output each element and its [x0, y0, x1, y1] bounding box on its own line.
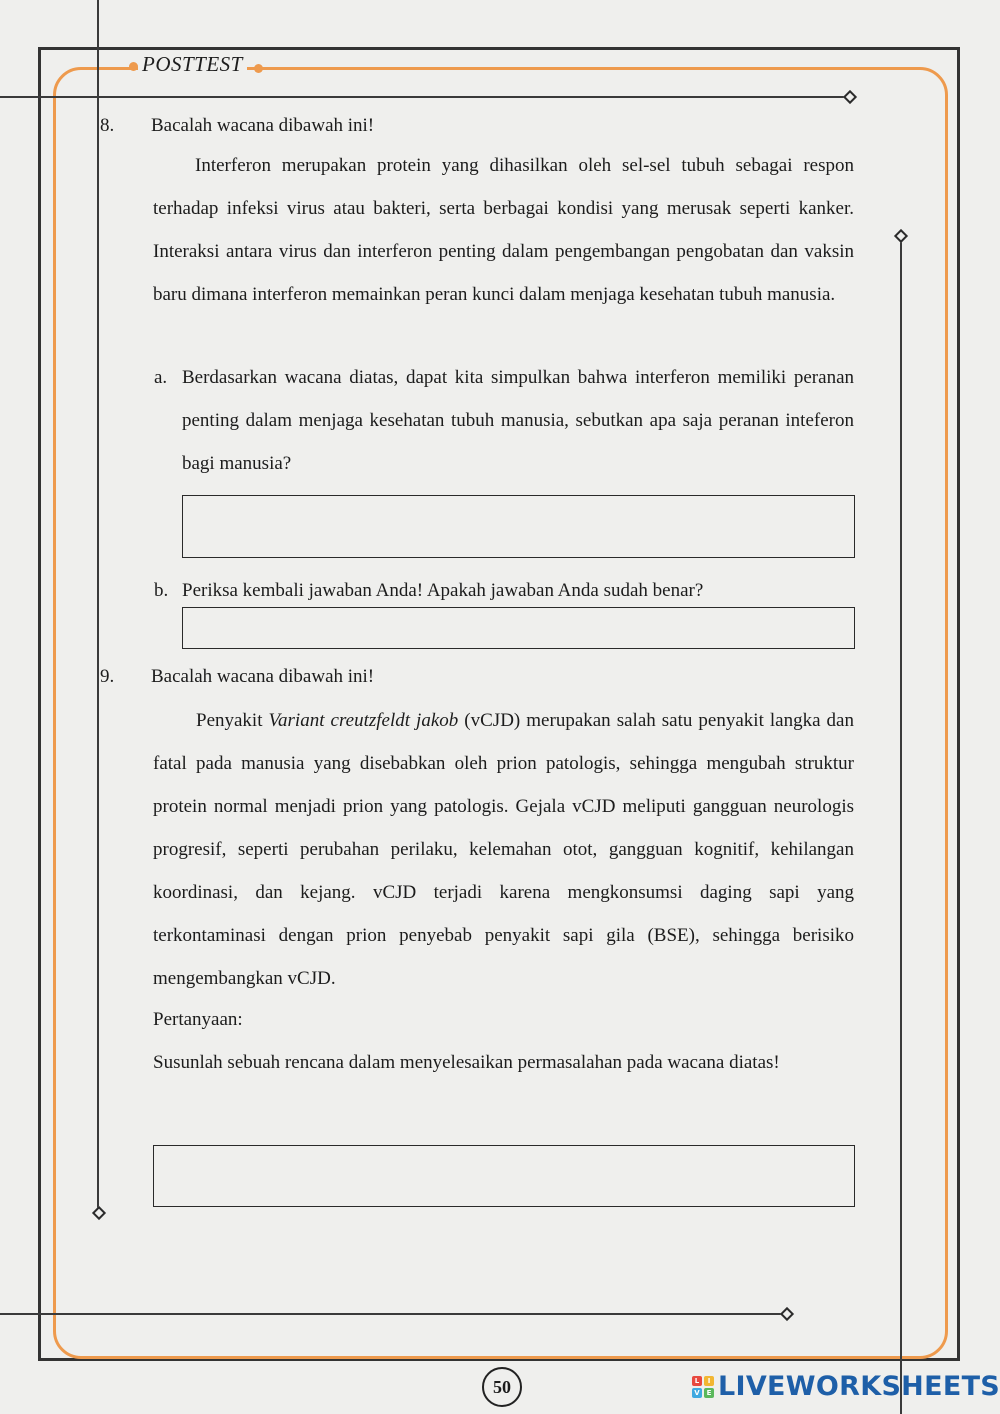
- q8b-answer-box[interactable]: [182, 607, 855, 649]
- top-horizontal-line: [0, 96, 848, 98]
- q9-question-label: Pertanyaan:: [153, 1009, 243, 1030]
- header-title: POSTTEST: [138, 52, 247, 77]
- q8-instruction: Bacalah wacana dibawah ini!: [151, 115, 375, 136]
- q8a-answer-box[interactable]: [182, 495, 855, 558]
- q8a-label: a.: [154, 367, 168, 388]
- logo-text: LIVEWORKSHEETS: [718, 1371, 1000, 1402]
- header-dot-left: [129, 62, 138, 71]
- left-vertical-line: [97, 0, 99, 1210]
- page-number: 50: [482, 1367, 522, 1407]
- q9-passage-rest: (vCJD) merupakan salah satu penyakit langka dan fatal pada manusia yang disebabkan oleh prion patologis, sehingga mengubah struktur protein normal menjadi prion yang patologis. Gejala vCJD meliputi gangguan neurologis progresif, seperti perubahan perilaku, kelemahan otot, gangguan kognitif, kehilangan koordinasi, dan kejang. vCJD terjadi karena mengkonsumsi daging sapi yang terkontaminasi dengan prion penyebab penyakit sapi gila (BSE), sehingga berisiko mengembangkan vCJD.: [153, 710, 854, 989]
- q8b-text: Periksa kembali jawaban Anda! Apakah jawaban Anda sudah benar?: [182, 580, 704, 601]
- logo-letter-i: I: [704, 1376, 714, 1386]
- q9-answer-box[interactable]: [153, 1145, 855, 1207]
- q9-passage-term: Variant creutzfeldt jakob: [268, 710, 459, 731]
- logo-grid-icon: [692, 1376, 714, 1398]
- q8a-text: Berdasarkan wacana diatas, dapat kita simpulkan bahwa interferon memiliki peranan penting dalam menjaga kesehatan tubuh manusia, sebutkan apa saja peranan inteferon bagi manusia?: [182, 367, 854, 474]
- q9-instruction: Bacalah wacana dibawah ini!: [151, 666, 375, 687]
- bottom-horizontal-line: [0, 1313, 784, 1315]
- liveworksheets-logo[interactable]: [692, 1371, 1000, 1402]
- logo-letter-v: V: [692, 1388, 702, 1398]
- q9-number: 9.: [100, 666, 115, 687]
- q8-passage: Interferon merupakan protein yang dihasilkan oleh sel-sel tubuh sebagai respon terhadap infeksi virus atau bakteri, serta berbagai kondisi yang merusak seperti kanker. Interaksi antara virus dan interferon penting dalam pengembangan pengobatan dan vaksin baru dimana interferon memainkan peran kunci dalam menjaga kesehatan tubuh manusia.: [153, 155, 854, 305]
- right-vertical-line: [900, 237, 902, 1414]
- header-dot-right: [254, 64, 263, 73]
- q9-question: Susunlah sebuah rencana dalam menyelesaikan permasalahan pada wacana diatas!: [153, 1052, 780, 1073]
- q8-number: 8.: [100, 115, 115, 136]
- q9-passage-intro: Penyakit: [196, 710, 269, 731]
- logo-letter-e: E: [704, 1388, 714, 1398]
- q9-passage: [153, 699, 854, 1000]
- logo-letter-l: L: [692, 1376, 702, 1386]
- q8b-label: b.: [154, 580, 169, 601]
